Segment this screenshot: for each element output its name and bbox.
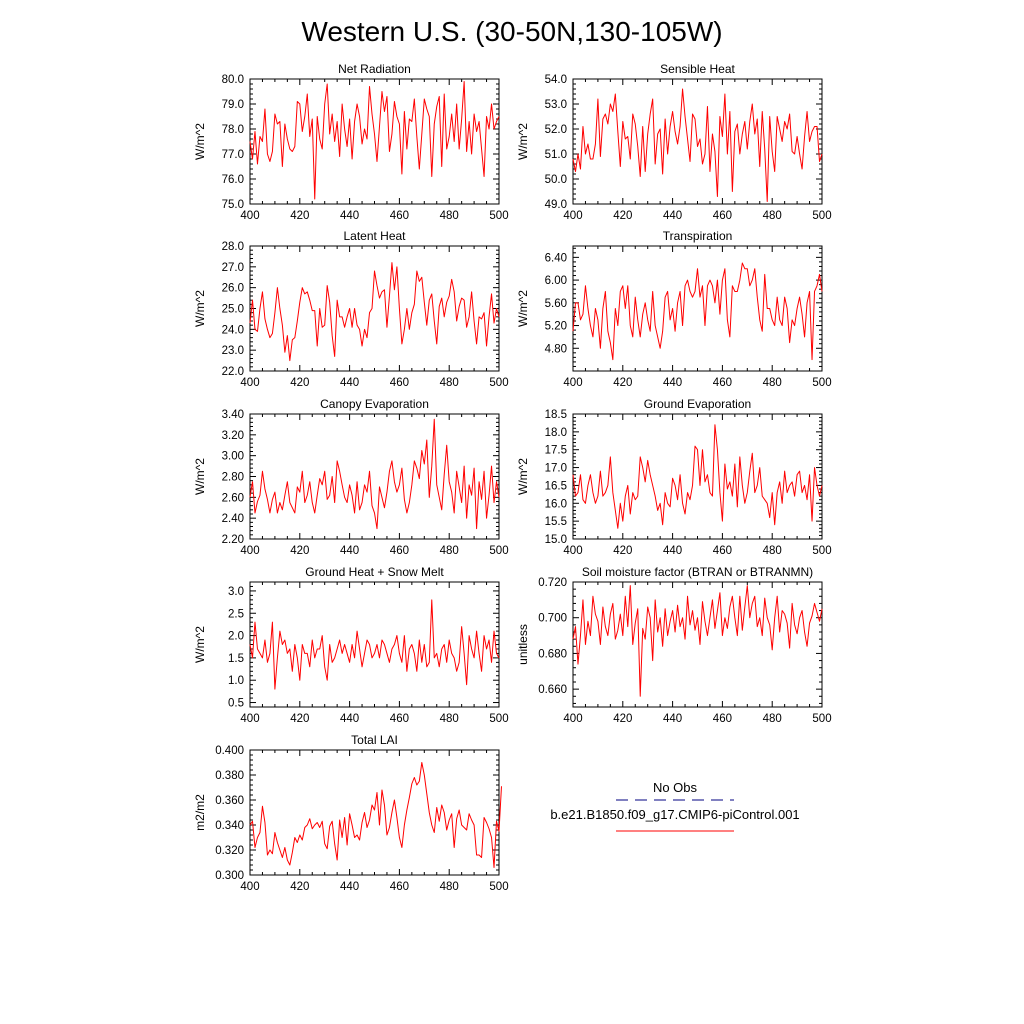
chart-panel-3 bbox=[193, 229, 509, 389]
y-tick-label: 2.40 bbox=[221, 513, 244, 526]
y-axis-label: W/m^2 bbox=[516, 458, 530, 495]
y-tick-label: 5.20 bbox=[544, 320, 567, 333]
y-tick-label: 17.5 bbox=[544, 444, 567, 457]
x-tick-label: 500 bbox=[489, 881, 509, 893]
y-tick-label: 75.0 bbox=[221, 199, 244, 211]
x-tick-label: 500 bbox=[812, 713, 832, 725]
x-tick-label: 500 bbox=[489, 377, 509, 389]
x-tick-label: 440 bbox=[340, 881, 360, 893]
x-tick-label: 400 bbox=[240, 881, 260, 893]
x-tick-label: 500 bbox=[812, 210, 832, 222]
x-tick-label: 400 bbox=[563, 545, 583, 557]
y-tick-label: 6.40 bbox=[544, 252, 567, 265]
panel-title: Sensible Heat bbox=[660, 62, 735, 76]
plot-frame bbox=[250, 79, 499, 204]
x-tick-label: 480 bbox=[762, 377, 782, 389]
x-tick-label: 440 bbox=[340, 210, 360, 222]
x-tick-label: 400 bbox=[240, 377, 260, 389]
y-tick-label: 2.80 bbox=[221, 471, 244, 484]
x-tick-label: 440 bbox=[663, 713, 683, 725]
chart-panel-4 bbox=[516, 229, 832, 389]
y-tick-label: 77.0 bbox=[221, 149, 244, 161]
panel-title: Latent Heat bbox=[343, 229, 406, 243]
y-tick-label: 17.0 bbox=[544, 462, 567, 475]
x-tick-label: 460 bbox=[389, 377, 409, 389]
y-tick-label: 0.380 bbox=[215, 770, 244, 782]
x-tick-label: 480 bbox=[762, 713, 782, 725]
series-line bbox=[250, 82, 499, 200]
series-line bbox=[573, 263, 822, 360]
y-tick-label: 3.00 bbox=[221, 450, 244, 463]
chart-panel-2 bbox=[516, 62, 832, 222]
y-tick-label: 0.340 bbox=[215, 820, 244, 832]
legend-label-obs: No Obs bbox=[652, 780, 698, 795]
x-tick-label: 400 bbox=[563, 377, 583, 389]
x-tick-label: 500 bbox=[489, 713, 509, 725]
y-tick-label: 0.680 bbox=[538, 648, 567, 661]
y-tick-label: 23.0 bbox=[221, 345, 244, 358]
plot-frame bbox=[250, 246, 499, 371]
y-tick-label: 78.0 bbox=[221, 124, 244, 136]
chart-panel-9 bbox=[193, 733, 509, 893]
x-tick-label: 420 bbox=[613, 377, 633, 389]
y-tick-label: 0.720 bbox=[538, 577, 567, 589]
y-tick-label: 0.400 bbox=[215, 745, 244, 757]
panel-title: Net Radiation bbox=[338, 62, 411, 76]
chart-panel-1 bbox=[193, 62, 509, 222]
x-tick-label: 420 bbox=[613, 545, 633, 557]
series-line bbox=[573, 586, 822, 697]
x-tick-label: 420 bbox=[613, 210, 633, 222]
panel-title: Transpiration bbox=[662, 229, 733, 243]
chart-panel-7 bbox=[193, 565, 509, 725]
x-tick-label: 440 bbox=[663, 377, 683, 389]
x-tick-label: 400 bbox=[240, 713, 260, 725]
y-tick-label: 0.360 bbox=[215, 795, 244, 807]
figure-title: Western U.S. (30-50N,130-105W) bbox=[301, 16, 723, 47]
chart-panel-8 bbox=[516, 565, 832, 725]
chart-panel-5 bbox=[193, 397, 509, 557]
y-tick-label: 22.0 bbox=[221, 366, 244, 378]
y-axis-label: W/m^2 bbox=[516, 290, 530, 327]
y-axis-label: W/m^2 bbox=[193, 458, 207, 495]
y-axis-label: W/m^2 bbox=[193, 626, 207, 663]
y-tick-label: 15.5 bbox=[544, 516, 567, 529]
y-tick-label: 28.0 bbox=[221, 241, 244, 253]
y-tick-label: 2.60 bbox=[221, 492, 244, 505]
panel-title: Canopy Evaporation bbox=[320, 397, 429, 411]
x-tick-label: 480 bbox=[762, 210, 782, 222]
legend bbox=[550, 780, 799, 831]
x-tick-label: 480 bbox=[439, 713, 459, 725]
x-tick-label: 460 bbox=[712, 545, 732, 557]
x-tick-label: 400 bbox=[240, 210, 260, 222]
x-tick-label: 500 bbox=[812, 377, 832, 389]
y-tick-label: 15.0 bbox=[544, 534, 567, 546]
series-line bbox=[250, 419, 499, 528]
y-tick-label: 51.0 bbox=[544, 149, 567, 161]
series-line bbox=[250, 263, 499, 361]
y-axis-label: m2/m2 bbox=[193, 794, 207, 831]
y-tick-label: 25.0 bbox=[221, 303, 244, 316]
panel-title: Ground Heat + Snow Melt bbox=[305, 565, 444, 579]
plot-frame bbox=[573, 582, 822, 707]
panel-title: Total LAI bbox=[351, 733, 398, 747]
y-tick-label: 3.40 bbox=[221, 409, 244, 421]
x-tick-label: 440 bbox=[340, 545, 360, 557]
x-tick-label: 500 bbox=[489, 210, 509, 222]
x-tick-label: 460 bbox=[712, 713, 732, 725]
x-tick-label: 460 bbox=[389, 210, 409, 222]
x-tick-label: 500 bbox=[812, 545, 832, 557]
x-tick-label: 420 bbox=[290, 545, 310, 557]
y-tick-label: 27.0 bbox=[221, 261, 244, 274]
x-tick-label: 480 bbox=[439, 881, 459, 893]
y-tick-label: 50.0 bbox=[544, 174, 567, 186]
x-tick-label: 400 bbox=[240, 545, 260, 557]
y-tick-label: 0.700 bbox=[538, 612, 567, 625]
y-tick-label: 18.0 bbox=[544, 426, 567, 439]
y-axis-label: W/m^2 bbox=[193, 290, 207, 327]
y-tick-label: 2.5 bbox=[228, 608, 244, 621]
x-tick-label: 460 bbox=[712, 210, 732, 222]
y-tick-label: 49.0 bbox=[544, 199, 567, 211]
x-tick-label: 460 bbox=[712, 377, 732, 389]
y-tick-label: 16.5 bbox=[544, 480, 567, 493]
x-tick-label: 480 bbox=[439, 210, 459, 222]
y-tick-label: 80.0 bbox=[221, 74, 244, 86]
y-tick-label: 2.0 bbox=[228, 630, 244, 643]
series-line bbox=[250, 600, 499, 689]
x-tick-label: 400 bbox=[563, 210, 583, 222]
y-tick-label: 3.0 bbox=[228, 585, 244, 598]
legend-label-model: b.e21.B1850.f09_g17.CMIP6-piControl.001 bbox=[550, 807, 800, 822]
y-tick-label: 0.5 bbox=[228, 697, 244, 710]
x-tick-label: 440 bbox=[340, 713, 360, 725]
y-tick-label: 4.80 bbox=[544, 343, 567, 356]
y-tick-label: 6.00 bbox=[544, 275, 567, 288]
x-tick-label: 460 bbox=[389, 881, 409, 893]
x-tick-label: 500 bbox=[489, 545, 509, 557]
x-tick-label: 460 bbox=[389, 545, 409, 557]
y-tick-label: 0.320 bbox=[215, 845, 244, 857]
x-tick-label: 400 bbox=[563, 713, 583, 725]
y-axis-label: W/m^2 bbox=[193, 123, 207, 160]
x-tick-label: 420 bbox=[290, 210, 310, 222]
y-tick-label: 24.0 bbox=[221, 324, 244, 337]
x-tick-label: 480 bbox=[439, 377, 459, 389]
panel-title: Soil moisture factor (BTRAN or BTRANMN) bbox=[581, 565, 814, 579]
y-tick-label: 16.0 bbox=[544, 498, 567, 511]
x-tick-label: 480 bbox=[762, 545, 782, 557]
y-axis-label: W/m^2 bbox=[516, 123, 530, 160]
y-tick-label: 1.5 bbox=[228, 652, 244, 665]
y-tick-label: 26.0 bbox=[221, 282, 244, 295]
x-tick-label: 460 bbox=[389, 713, 409, 725]
x-tick-label: 480 bbox=[439, 545, 459, 557]
y-tick-label: 53.0 bbox=[544, 99, 567, 111]
series-line bbox=[250, 763, 501, 868]
y-tick-label: 5.60 bbox=[544, 297, 567, 310]
y-tick-label: 76.0 bbox=[221, 174, 244, 186]
y-tick-label: 2.20 bbox=[221, 534, 244, 546]
y-tick-label: 0.300 bbox=[215, 870, 244, 882]
x-tick-label: 440 bbox=[663, 210, 683, 222]
plot-frame bbox=[250, 750, 499, 875]
plot-frame bbox=[250, 582, 499, 707]
y-axis-label: unitless bbox=[516, 624, 530, 665]
chart-panel-6 bbox=[516, 397, 832, 557]
y-tick-label: 3.20 bbox=[221, 429, 244, 442]
x-tick-label: 420 bbox=[290, 881, 310, 893]
x-tick-label: 440 bbox=[663, 545, 683, 557]
y-tick-label: 54.0 bbox=[544, 74, 567, 86]
plot-frame bbox=[573, 246, 822, 371]
x-tick-label: 420 bbox=[290, 713, 310, 725]
y-tick-label: 1.0 bbox=[228, 675, 244, 688]
y-tick-label: 18.5 bbox=[544, 409, 567, 421]
series-line bbox=[573, 425, 822, 529]
y-tick-label: 0.660 bbox=[538, 684, 567, 697]
x-tick-label: 440 bbox=[340, 377, 360, 389]
x-tick-label: 420 bbox=[290, 377, 310, 389]
series-line bbox=[573, 89, 822, 202]
plot-frame bbox=[250, 414, 499, 539]
y-tick-label: 52.0 bbox=[544, 124, 567, 136]
x-tick-label: 420 bbox=[613, 713, 633, 725]
panel-title: Ground Evaporation bbox=[643, 397, 752, 411]
y-tick-label: 79.0 bbox=[221, 99, 244, 111]
